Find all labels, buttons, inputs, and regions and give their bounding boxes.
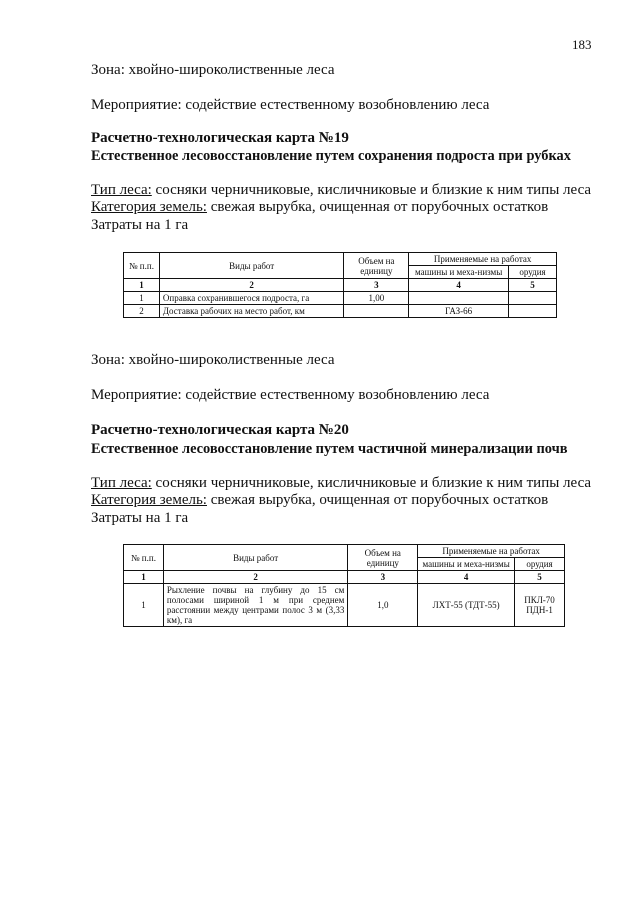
land-category-label: Категория земель: bbox=[91, 199, 207, 215]
column-number: 5 bbox=[515, 571, 565, 584]
card-title-20: Расчетно-технологическая карта №20 bbox=[91, 422, 349, 438]
column-number: 2 bbox=[159, 279, 344, 292]
forest-type-line-1 bbox=[91, 182, 591, 199]
header-machines: машины и меха-низмы bbox=[409, 266, 509, 279]
row-machines bbox=[409, 292, 509, 305]
forest-type-value: сосняки черничниковые, кисличниковые и близкие к ним типы леса bbox=[151, 182, 592, 198]
row-num: 1 bbox=[124, 292, 160, 305]
row-volume: 1,00 bbox=[344, 292, 409, 305]
column-number: 3 bbox=[344, 279, 409, 292]
land-category-line-2 bbox=[91, 492, 548, 509]
table-row bbox=[124, 305, 557, 318]
header-works: Виды работ bbox=[159, 253, 344, 279]
header-volume: Объем на единицу bbox=[344, 253, 409, 279]
header-num: № п.п. bbox=[124, 545, 164, 571]
header-applied: Применяемые на работах bbox=[418, 545, 565, 558]
header-applied: Применяемые на работах bbox=[409, 253, 557, 266]
column-number-row bbox=[124, 571, 565, 584]
measure-line-1: Мероприятие: содействие естественному возобновлению леса bbox=[91, 97, 490, 113]
table-row bbox=[124, 292, 557, 305]
row-volume: 1,0 bbox=[348, 584, 418, 627]
forest-type-value: сосняки черничниковые, кисличниковые и близкие к ним типы леса bbox=[151, 475, 592, 491]
row-work: Доставка рабочих на место работ, км bbox=[159, 305, 344, 318]
row-tools: ПКЛ-70 ПДН-1 bbox=[515, 584, 565, 627]
column-number: 3 bbox=[348, 571, 418, 584]
costs-line-1: Затраты на 1 га bbox=[91, 217, 189, 233]
zone-line-2: Зона: хвойно-широколиственные леса bbox=[91, 352, 335, 368]
row-machines: ЛХТ-55 (ТДТ-55) bbox=[418, 584, 515, 627]
zone-line-1: Зона: хвойно-широколиственные леса bbox=[91, 62, 335, 78]
column-number: 2 bbox=[163, 571, 347, 584]
header-tools: орудия bbox=[515, 558, 565, 571]
row-volume bbox=[344, 305, 409, 318]
page-number: 183 bbox=[572, 37, 592, 52]
row-num: 1 bbox=[124, 584, 164, 627]
column-number: 4 bbox=[409, 279, 509, 292]
column-number: 1 bbox=[124, 279, 160, 292]
card-subtitle-19: Естественное лесовосстановление путем сохранения подроста при рубках bbox=[91, 148, 571, 164]
land-category-value: свежая вырубка, очищенная от порубочных остатков bbox=[206, 199, 549, 215]
tech-table-19 bbox=[123, 252, 557, 318]
column-number-row bbox=[124, 279, 557, 292]
header-works: Виды работ bbox=[163, 545, 347, 571]
header-tools: орудия bbox=[509, 266, 557, 279]
row-tools bbox=[509, 292, 557, 305]
row-work: Оправка сохранившегося подроста, га bbox=[159, 292, 344, 305]
forest-type-label: Тип леса: bbox=[91, 475, 152, 491]
row-tools bbox=[509, 305, 557, 318]
column-number: 1 bbox=[124, 571, 164, 584]
card-title-19: Расчетно-технологическая карта №19 bbox=[91, 130, 349, 146]
forest-type-line-2 bbox=[91, 475, 591, 492]
header-num: № п.п. bbox=[124, 253, 160, 279]
column-number: 5 bbox=[509, 279, 557, 292]
row-work: Рыхление почвы на глубину до 15 см полосами шириной 1 м при среднем расстоянии между центрами полос 3 м (3,33 км), га bbox=[163, 584, 347, 627]
tech-table-20 bbox=[123, 544, 565, 627]
header-volume: Объем на единицу bbox=[348, 545, 418, 571]
land-category-value: свежая вырубка, очищенная от порубочных остатков bbox=[206, 492, 549, 508]
table-row bbox=[124, 584, 565, 627]
costs-line-2: Затраты на 1 га bbox=[91, 510, 189, 526]
row-machines: ГАЗ-66 bbox=[409, 305, 509, 318]
forest-type-label: Тип леса: bbox=[91, 182, 152, 198]
column-number: 4 bbox=[418, 571, 515, 584]
land-category-line-1 bbox=[91, 199, 548, 216]
header-machines: машины и меха-низмы bbox=[418, 558, 515, 571]
land-category-label: Категория земель: bbox=[91, 492, 207, 508]
measure-line-2: Мероприятие: содействие естественному возобновлению леса bbox=[91, 387, 490, 403]
card-subtitle-20: Естественное лесовосстановление путем частичной минерализации почв bbox=[91, 441, 568, 457]
row-num: 2 bbox=[124, 305, 160, 318]
